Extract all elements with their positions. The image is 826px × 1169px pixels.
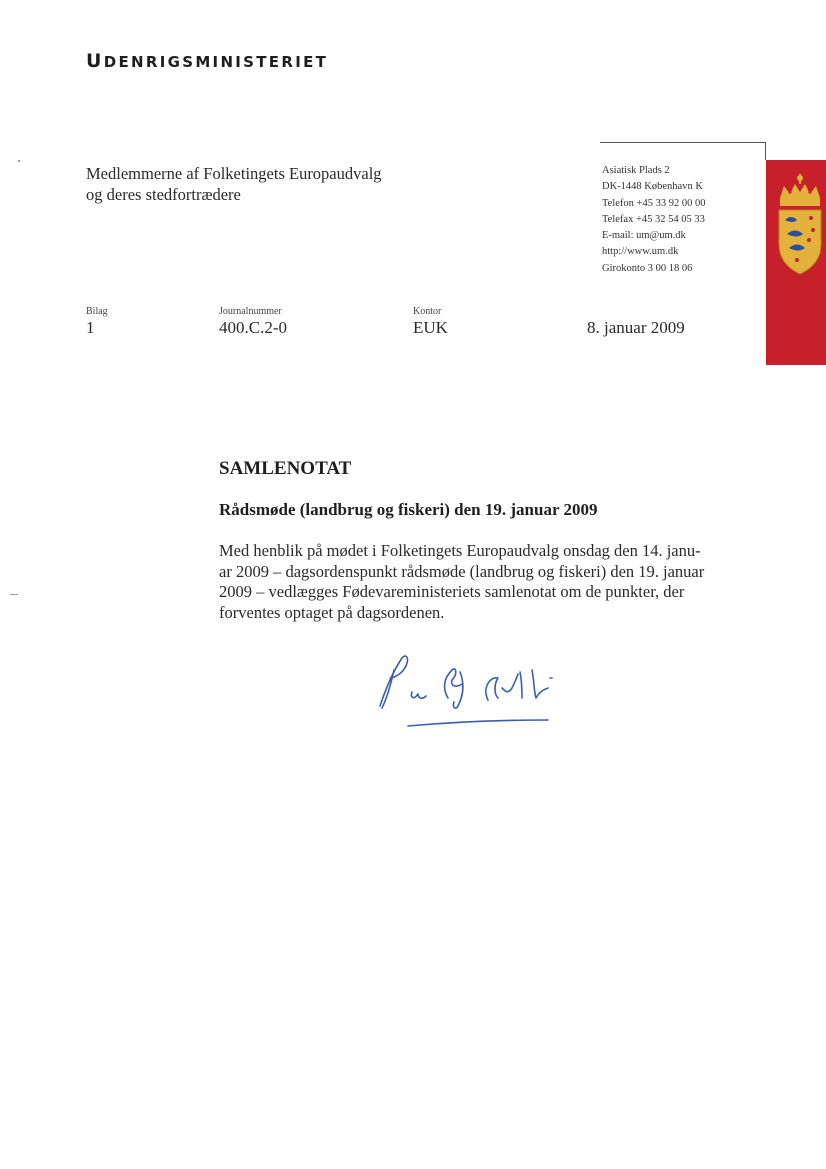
bilag-label: Bilag <box>86 306 108 317</box>
scan-mark <box>10 594 18 595</box>
address-divider-tick <box>765 142 766 160</box>
recipient-block <box>86 163 382 205</box>
body-line: Med henblik på mødet i Folketingets Europaudvalg onsdag den 14. janu- <box>219 541 701 560</box>
body-line: ar 2009 – dagsordenspunkt rådsmøde (landbrug og fiskeri) den 19. januar <box>219 561 705 581</box>
body-line: forventes optaget på dagsordenen. <box>219 602 445 622</box>
ministry-name: UDENRIGSMINISTERIET <box>86 50 329 72</box>
sender-address <box>602 163 705 277</box>
giro-line: Girokonto 3 00 18 06 <box>602 262 693 274</box>
bilag-value: 1 <box>86 318 95 337</box>
recipient-line: og deres stedfortrædere <box>86 185 241 204</box>
scan-mark <box>18 160 20 162</box>
signature <box>372 648 572 738</box>
address-line: DK-1448 København K <box>602 181 703 193</box>
coat-of-arms-icon <box>775 172 825 282</box>
fax-line: Telefax +45 32 54 05 33 <box>602 213 705 225</box>
phone-line: Telefon +45 33 92 00 00 <box>602 197 706 209</box>
journal-label: Journalnummer <box>219 306 282 317</box>
website-line: http://www.um.dk <box>602 246 679 258</box>
recipient-line: Medlemmerne af Folketingets Europaudvalg <box>86 164 382 183</box>
journal-value: 400.C.2-0 <box>219 318 287 337</box>
address-line: Asiatisk Plads 2 <box>602 165 670 176</box>
kontor-value: EUK <box>413 318 448 337</box>
document-title: SAMLENOTAT <box>219 458 352 479</box>
body-line: 2009 – vedlægges Fødevareministeriets samlenotat om de punkter, der <box>219 582 685 601</box>
document-subtitle: Rådsmøde (landbrug og fiskeri) den 19. januar 2009 <box>219 500 598 519</box>
email-line: E-mail: um@um.dk <box>602 230 686 242</box>
address-divider <box>600 142 766 143</box>
document-date: 8. januar 2009 <box>587 318 685 337</box>
kontor-label: Kontor <box>413 306 442 317</box>
body-paragraph <box>219 541 759 623</box>
